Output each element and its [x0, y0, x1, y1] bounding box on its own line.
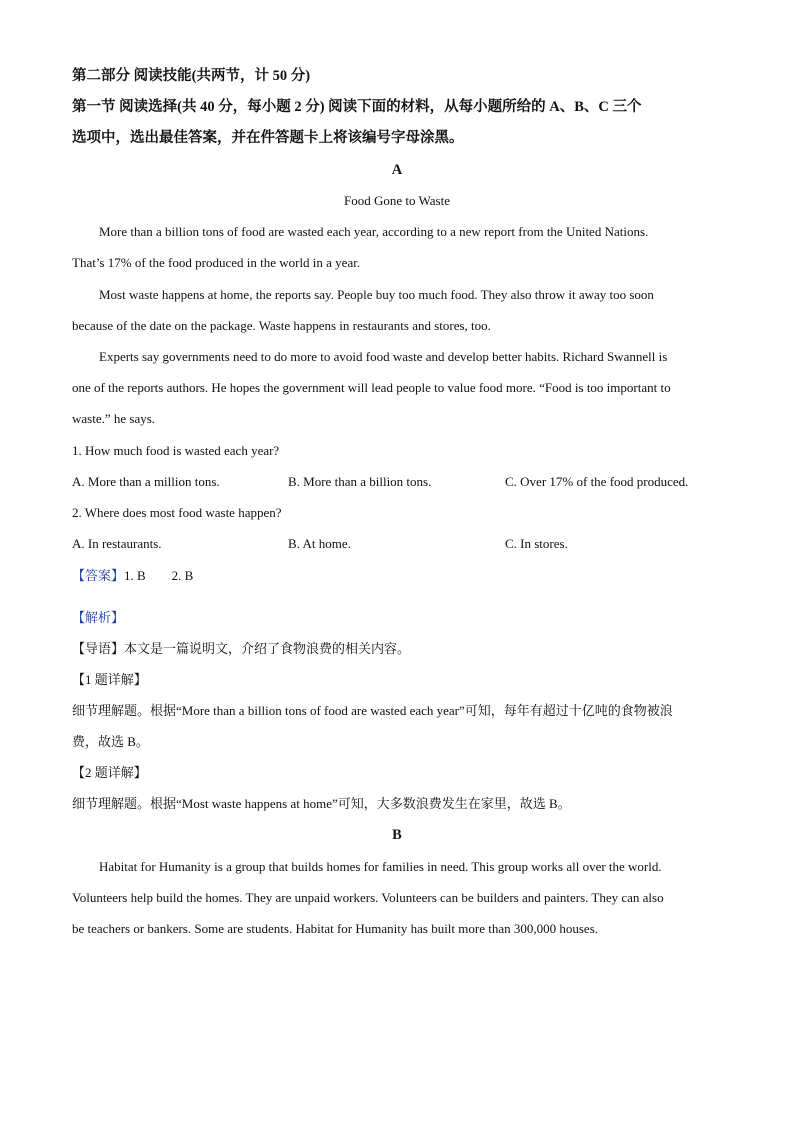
question-stem-1: 1. How much food is wasted each year? — [72, 443, 280, 458]
answer-line — [72, 567, 722, 585]
part-title: 第二部分 阅读技能(共两节，计 50 分) — [72, 68, 311, 84]
passage-line: waste.” he says. — [72, 411, 156, 426]
passage-title: Food Gone to Waste — [344, 193, 450, 208]
option-a: A. More than a million tons. — [72, 474, 220, 489]
passage-letter-a: A — [391, 162, 403, 178]
q2-detail-line: 细节理解题。根据“Most waste happens at home”可知，大多数浪费发生在家里，故选 B。 — [72, 796, 571, 811]
passage-line: Most waste happens at home, the reports say. People buy too much food. They also throw it away too soon — [99, 287, 654, 302]
section-instructions-line1: 第一节 阅读选择(共 40 分，每小题 2 分) 阅读下面的材料，从每小题所给的 A、B、C 三个 — [72, 99, 642, 115]
passage-line: because of the date on the package. Waste happens in restaurants and stores, too. — [72, 318, 491, 333]
q1-detail-line: 费，故选 B。 — [72, 734, 149, 749]
passage-line: one of the reports authors. He hopes the government will lead people to value food more. “Food is too important to — [72, 380, 671, 395]
passage-line: Experts say governments need to do more to avoid food waste and develop better habits. Richard Swannell is — [99, 349, 668, 364]
option-c: C. In stores. — [505, 536, 568, 551]
q1-detail-label: 【1 题详解】 — [72, 672, 147, 687]
guide-text: 【导语】本文是一篇说明文，介绍了食物浪费的相关内容。 — [72, 641, 411, 656]
passage-line: That’s 17% of the food produced in the world in a year. — [72, 255, 361, 270]
option-b: B. At home. — [288, 536, 351, 551]
passage-letter-b: B — [392, 827, 402, 843]
q1-detail-line: 细节理解题。根据“More than a billion tons of food are wasted each year”可知，每年有超过十亿吨的食物被浪 — [72, 703, 673, 718]
passage-line: Habitat for Humanity is a group that builds homes for families in need. This group works all over the world. — [99, 859, 662, 874]
option-c: C. Over 17% of the food produced. — [505, 474, 689, 489]
q2-detail-label: 【2 题详解】 — [72, 765, 147, 780]
answer-text: 1. B 2. B — [124, 568, 194, 583]
section-instructions-line2: 选项中，选出最佳答案，并在件答题卡上将该编号字母涂黑。 — [72, 130, 464, 146]
passage-line: be teachers or bankers. Some are students. Habitat for Humanity has built more than 300,000 houses. — [72, 921, 599, 936]
option-b: B. More than a billion tons. — [288, 474, 432, 489]
option-a: A. In restaurants. — [72, 536, 162, 551]
answer-label: 【答案】 — [72, 568, 125, 583]
passage-line: More than a billion tons of food are wasted each year, according to a new report from the United Nations. — [99, 224, 649, 239]
question-stem-2: 2. Where does most food waste happen? — [72, 505, 282, 520]
analysis-label: 【解析】 — [72, 610, 125, 625]
passage-line: Volunteers help build the homes. They are unpaid workers. Volunteers can be builders and painters. They can also — [72, 890, 664, 905]
